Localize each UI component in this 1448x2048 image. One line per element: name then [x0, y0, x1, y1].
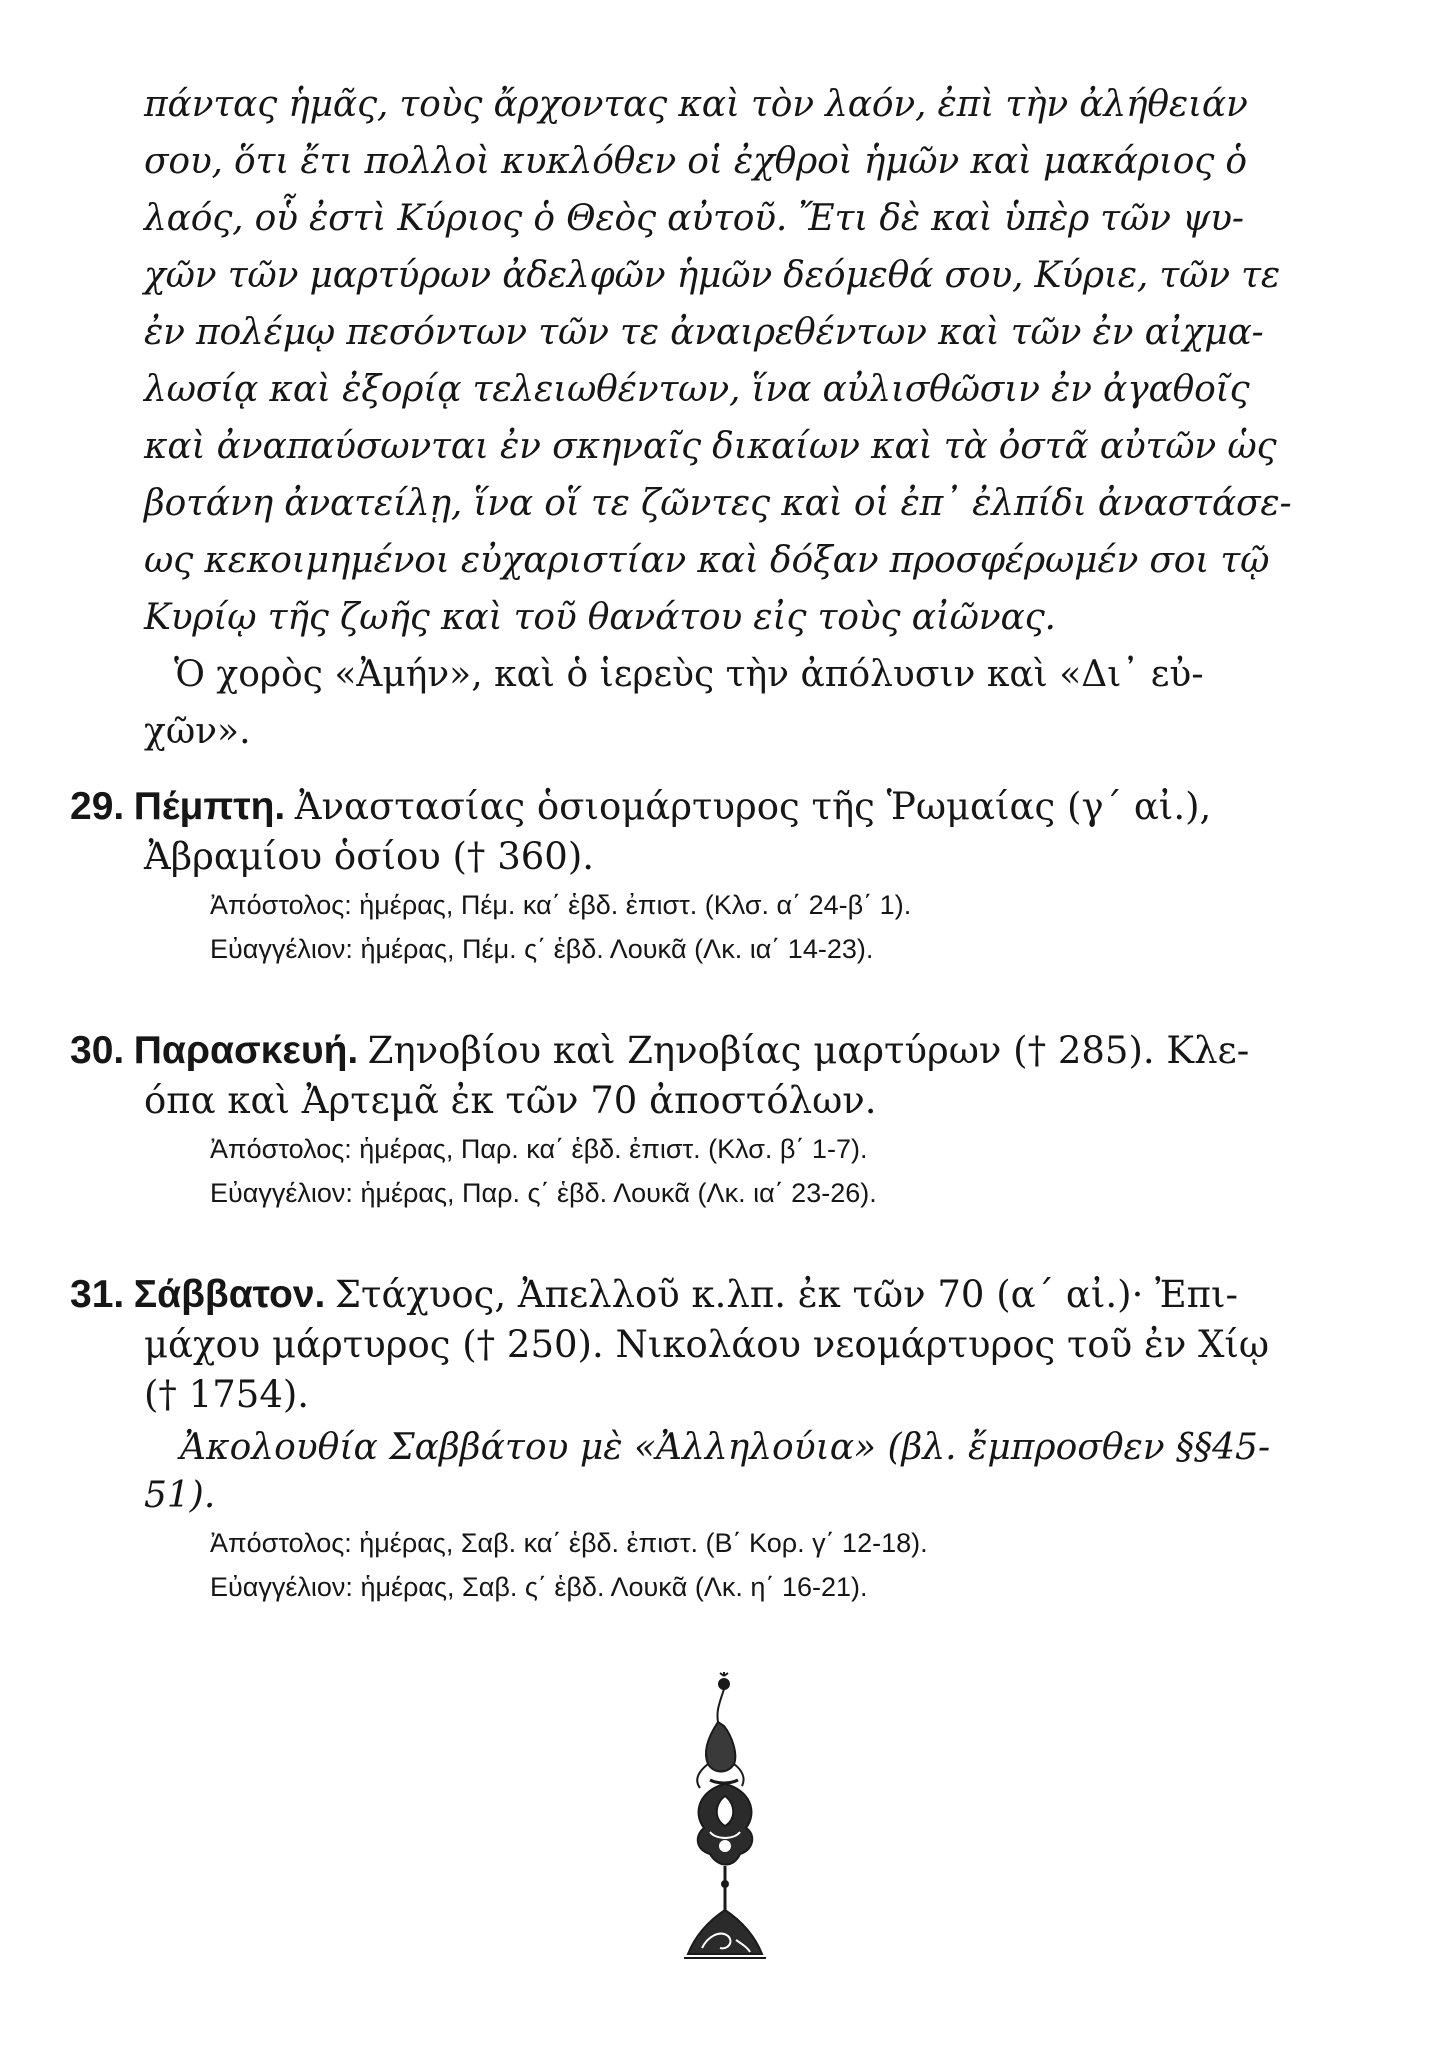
- prayer-line: ἐν πολέμῳ πεσόντων τῶν τε ἀναιρεθέντων καὶ τῶν ἐν αἰχμα-: [144, 312, 1264, 353]
- entry-day: Πέμπτη.: [133, 785, 286, 828]
- entry-saints-cont: Ἀβραμίου ὁσίου († 360).: [144, 835, 595, 878]
- entry-saints: Στάχυος, Ἀπελλοῦ κ.λπ. ἐκ τῶν 70 (α΄ αἰ.)· Ἐπι-: [334, 1273, 1238, 1316]
- service-note: Ἀκολουθία Σαββάτου μὲ «Ἀλληλούια» (βλ. ἔμπροσθεν §§45-: [180, 1427, 1271, 1468]
- entry-day: Παρασκευή.: [133, 1029, 359, 1072]
- calendar-entry-29: [70, 782, 1390, 970]
- choir-rubric-cont: χῶν».: [144, 711, 251, 752]
- prayer-line: χῶν τῶν μαρτύρων ἀδελφῶν ἡμῶν δεόμεθά σου, Κύριε, τῶν τε: [144, 255, 1281, 296]
- prayer-line: βοτάνη ἀνατείλῃ, ἵνα οἵ τε ζῶντες καὶ οἱ ἐπ᾽ ἐλπίδι ἀναστάσε-: [144, 483, 1292, 524]
- gospel-reading: Εὐαγγέλιον: ἡμέρας, Σαβ. ς΄ ἑβδ. Λουκᾶ (Λκ. η΄ 16-21).: [210, 1572, 868, 1602]
- entry-saints-cont: († 1754).: [144, 1373, 310, 1416]
- calendar-entry-30: [70, 1026, 1390, 1214]
- gospel-reading: Εὐαγγέλιον: ἡμέρας, Πέμ. ς΄ ἑβδ. Λουκᾶ (Λκ. ια΄ 14-23).: [210, 934, 874, 964]
- apostolos-reading: Ἀπόστολος: ἡμέρας, Σαβ. κα΄ ἑβδ. ἐπιστ. (Β΄ Κορ. γ΄ 12-18).: [210, 1528, 928, 1558]
- entry-day: Σάββατον.: [133, 1273, 326, 1316]
- prayer-line: Κυρίῳ τῆς ζωῆς καὶ τοῦ θανάτου εἰς τοὺς αἰῶνας.: [144, 597, 1056, 638]
- prayer-line: ως κεκοιμημένοι εὐχαριστίαν καὶ δόξαν προσφέρωμέν σοι τῷ: [144, 540, 1270, 581]
- prayer-line: λωσίᾳ καὶ ἐξορίᾳ τελειωθέντων, ἵνα αὐλισθῶσιν ἐν ἀγαθοῖς: [144, 369, 1250, 410]
- entry-number: 29.: [70, 785, 125, 828]
- prayer-line: πάντας ἡμᾶς, τοὺς ἄρχοντας καὶ τὸν λαόν, ἐπὶ τὴν ἀλήθειάν: [144, 84, 1248, 125]
- gospel-reading: Εὐαγγέλιον: ἡμέρας, Παρ. ς΄ ἑβδ. Λουκᾶ (Λκ. ια΄ 23-26).: [210, 1178, 877, 1208]
- entry-saints-cont: μάχου μάρτυρος († 250). Νικολάου νεομάρτυρος τοῦ ἐν Χίῳ: [144, 1323, 1270, 1366]
- calendar-entry-31: [70, 1270, 1390, 1608]
- prayer-line: λαός, οὗ ἐστὶ Κύριος ὁ Θεὸς αὐτοῦ. Ἔτι δὲ καὶ ὑπὲρ τῶν ψυ-: [144, 198, 1244, 239]
- prayer-line: σου, ὅτι ἔτι πολλοὶ κυκλόθεν οἱ ἐχθροὶ ἡμῶν καὶ μακάριος ὁ: [144, 141, 1247, 182]
- service-note-cont: 51).: [144, 1475, 216, 1516]
- peacock-vignette-icon: [680, 1672, 770, 1962]
- entry-number: 30.: [70, 1029, 125, 1072]
- entry-saints: Ἀναστασίας ὁσιομάρτυρος τῆς Ῥωμαίας (γ΄ αἰ.),: [294, 785, 1212, 828]
- entry-saints: Ζηνοβίου καὶ Ζηνοβίας μαρτύρων († 285). Κλε-: [367, 1029, 1250, 1072]
- entry-saints-cont: όπα καὶ Ἀρτεμᾶ ἐκ τῶν 70 ἀποστόλων.: [144, 1079, 877, 1122]
- apostolos-reading: Ἀπόστολος: ἡμέρας, Παρ. κα΄ ἑβδ. ἐπιστ. (Κλσ. β΄ 1-7).: [210, 1134, 868, 1164]
- entry-number: 31.: [70, 1273, 125, 1316]
- prayer-line: καὶ ἀναπαύσωνται ἐν σκηναῖς δικαίων καὶ τὰ ὀστᾶ αὐτῶν ὡς: [144, 426, 1277, 467]
- choir-rubric: Ὁ χορὸς «Ἀμήν», καὶ ὁ ἱερεὺς τὴν ἀπόλυσιν καὶ «Δι᾽ εὐ-: [174, 654, 1204, 695]
- apostolos-reading: Ἀπόστολος: ἡμέρας, Πέμ. κα΄ ἑβδ. ἐπιστ. (Κλσ. α΄ 24-β΄ 1).: [210, 890, 912, 920]
